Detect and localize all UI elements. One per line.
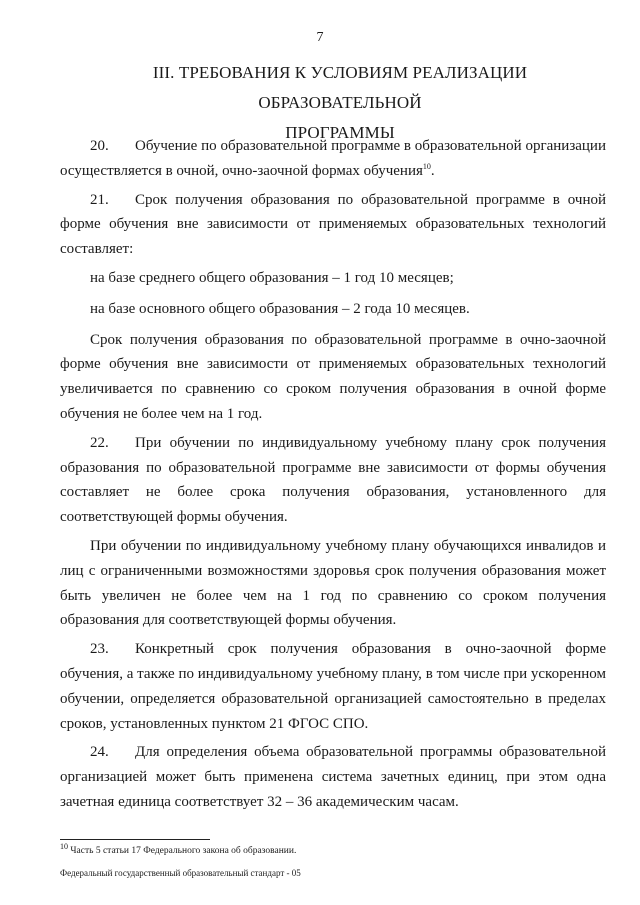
paragraph-text: Для определения объема образовательной программы образовательной организацией может быть применена система зачетных единиц, при этом одна зачетная единица соответствует 32 – 36 академическим часам. — [60, 744, 606, 810]
section-title-line2: ПРОГРАММЫ — [285, 123, 395, 142]
page-footer: Федеральный государственный образовательный стандарт - 05 — [60, 868, 301, 878]
paragraph-text: Обучение по образовательной программе в образовательной организации осуществляется в очной, очно-заочной формах обучения — [60, 138, 606, 179]
paragraph-21 — [60, 188, 606, 262]
footnote-number: 10 — [60, 841, 68, 851]
paragraph-20 — [60, 134, 606, 184]
document-body — [60, 134, 606, 819]
page-number: 7 — [316, 30, 324, 45]
paragraph-22-continuation: При обучении по индивидуальному учебному плану обучающихся инвалидов и лиц с ограниченными возможностями здоровья срок получения образования может быть увеличен не более чем на 1 год по сравнению со сроком получения образования для соответствующей формы обучения. — [60, 537, 606, 629]
paragraph-number: 23. — [90, 641, 109, 658]
paragraph-21-continuation: Срок получения образования по образовательной программе в очно-заочной форме обучения вне зависимости от применяемых образовательных технологий увеличивается по сравнению со сроком получения образования в очной форме обучения не более чем на 1 год. — [60, 331, 606, 422]
paragraph-number: 24. — [90, 744, 109, 761]
paragraph-22 — [60, 431, 606, 530]
paragraph-end: . — [430, 162, 435, 179]
list-item: на базе среднего общего образования – 1 год 10 месяцев; — [90, 269, 454, 286]
list-item: на базе основного общего образования – 2 года 10 месяцев. — [90, 300, 470, 317]
paragraph-text: Срок получения образования по образовательной программе в очной форме обучения вне зависимости от применяемых образовательных технологий составляет: — [60, 191, 606, 258]
paragraph-number: 22. — [90, 434, 109, 451]
paragraph-text: Конкретный срок получения образования в очно-заочной форме обучения, а также по индивидуальному учебному плану, в том числе при ускоренном обучении, определяется образовательной организацией самостоятельно в пределах сроков, установленных пунктом 21 ФГОС СПО. — [60, 641, 606, 732]
paragraph-number: 20. — [90, 138, 109, 154]
paragraph-24 — [60, 740, 606, 814]
paragraph-23 — [60, 637, 606, 736]
footnote-reference: 10 — [422, 161, 431, 171]
paragraph-text: При обучении по индивидуальному учебному плану срок получения образования по образовательной программе вне зависимости от формы обучения составляет не более срока получения образования, установленного для соответствующей формы обучения. — [60, 434, 606, 526]
paragraph-number: 21. — [90, 191, 109, 208]
footnote-separator — [60, 839, 210, 840]
section-title-line1: III. ТРЕБОВАНИЯ К УСЛОВИЯМ РЕАЛИЗАЦИИ ОБРАЗОВАТЕЛЬНОЙ — [152, 63, 528, 112]
footnote-text: Часть 5 статьи 17 Федерального закона об образовании. — [70, 846, 297, 856]
footnote — [60, 841, 297, 856]
